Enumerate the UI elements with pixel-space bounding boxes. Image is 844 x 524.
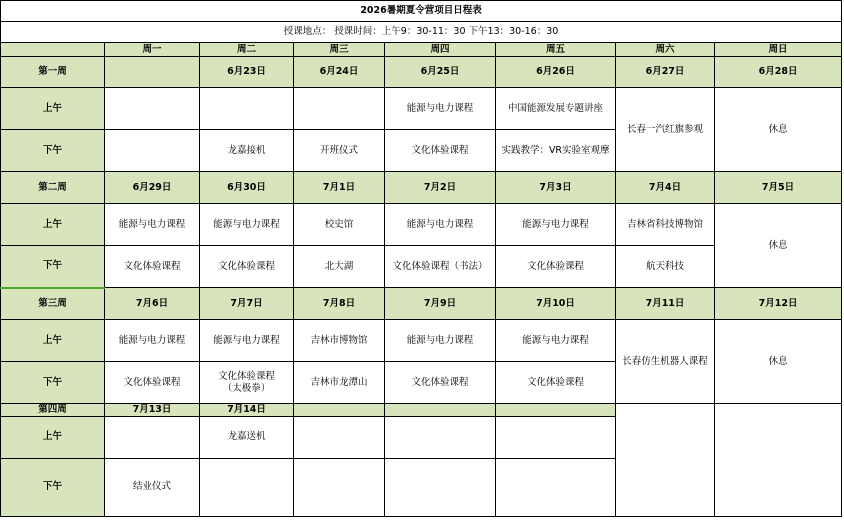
activity-cell — [385, 458, 496, 516]
pm-label: 下午 — [1, 458, 105, 516]
date-cell — [294, 404, 385, 417]
date-cell: 7月12日 — [715, 288, 842, 320]
am-label: 上午 — [1, 320, 105, 362]
week-label: 第三周 — [1, 288, 105, 320]
activity-cell: 长春仿生机器人课程 — [616, 320, 715, 404]
activity-cell: 休息 — [715, 320, 842, 404]
activity-cell: 实践教学：VR实验室观摩 — [496, 130, 616, 172]
activity-cell — [105, 88, 200, 130]
corner-cell — [1, 43, 105, 57]
date-cell: 6月28日 — [715, 57, 842, 88]
day-header: 周日 — [715, 43, 842, 57]
schedule-title: 2026暑期夏令营项目日程表 — [1, 1, 842, 22]
activity-cell — [496, 458, 616, 516]
date-cell: 7月9日 — [385, 288, 496, 320]
week-label: 第四周 — [1, 404, 105, 417]
date-cell: 7月7日 — [200, 288, 294, 320]
activity-cell — [294, 88, 385, 130]
week-label: 第二周 — [1, 172, 105, 204]
activity-cell: 吉林市博物馆 — [294, 320, 385, 362]
activity-cell: 能源与电力课程 — [385, 88, 496, 130]
date-cell — [385, 404, 496, 417]
date-cell: 7月5日 — [715, 172, 842, 204]
activity-cell: 开班仪式 — [294, 130, 385, 172]
activity-cell — [294, 458, 385, 516]
date-cell: 7月14日 — [200, 404, 294, 417]
activity-cell — [294, 416, 385, 458]
activity-cell: 吉林市龙潭山 — [294, 362, 385, 404]
activity-cell: 航天科技 — [616, 246, 715, 288]
activity-cell: 能源与电力课程 — [385, 204, 496, 246]
date-cell: 6月27日 — [616, 57, 715, 88]
activity-cell: 能源与电力课程 — [105, 320, 200, 362]
activity-cell: 休息 — [715, 204, 842, 288]
activity-cell: 文化体验课程 — [385, 362, 496, 404]
activity-cell: 文化体验课程 — [496, 246, 616, 288]
date-cell: 7月6日 — [105, 288, 200, 320]
activity-cell: 能源与电力课程 — [496, 320, 616, 362]
activity-cell: 休息 — [715, 88, 842, 172]
date-cell: 7月10日 — [496, 288, 616, 320]
date-cell: 7月8日 — [294, 288, 385, 320]
activity-cell: 北大湖 — [294, 246, 385, 288]
activity-cell: 结业仪式 — [105, 458, 200, 516]
day-header: 周一 — [105, 43, 200, 57]
pm-label: 下午 — [1, 246, 105, 288]
date-cell: 7月2日 — [385, 172, 496, 204]
activity-cell: 龙嘉接机 — [200, 130, 294, 172]
date-cell: 7月1日 — [294, 172, 385, 204]
date-cell: 7月11日 — [616, 288, 715, 320]
activity-cell: 吉林省科技博物馆 — [616, 204, 715, 246]
activity-cell: 能源与电力课程 — [385, 320, 496, 362]
am-label: 上午 — [1, 88, 105, 130]
schedule-info: 授课地点： 授课时间：上午9：30-11：30 下午13：30-16：30 — [1, 22, 842, 43]
date-cell: 6月26日 — [496, 57, 616, 88]
date-cell — [105, 57, 200, 88]
activity-cell: 中国能源发展专题讲座 — [496, 88, 616, 130]
activity-cell: 长春一汽红旗参观 — [616, 88, 715, 172]
day-header: 周六 — [616, 43, 715, 57]
date-cell: 6月24日 — [294, 57, 385, 88]
day-header: 周五 — [496, 43, 616, 57]
activity-cell: 能源与电力课程 — [496, 204, 616, 246]
day-header: 周四 — [385, 43, 496, 57]
empty-cell — [616, 404, 715, 517]
day-header: 周二 — [200, 43, 294, 57]
activity-cell: 文化体验课程 — [200, 246, 294, 288]
date-cell: 7月13日 — [105, 404, 200, 417]
pm-label: 下午 — [1, 362, 105, 404]
empty-cell — [715, 404, 842, 517]
activity-cell: 文化体验课程 — [385, 130, 496, 172]
date-cell: 6月23日 — [200, 57, 294, 88]
activity-cell — [105, 416, 200, 458]
activity-cell: 能源与电力课程 — [200, 320, 294, 362]
activity-cell — [200, 458, 294, 516]
date-cell: 6月25日 — [385, 57, 496, 88]
activity-cell: 文化体验课程 — [105, 246, 200, 288]
activity-cell — [200, 88, 294, 130]
activity-cell: 文化体验课程（书法） — [385, 246, 496, 288]
activity-cell: 文化体验课程 （太极拳） — [200, 362, 294, 404]
date-cell — [496, 404, 616, 417]
pm-label: 下午 — [1, 130, 105, 172]
week-label: 第一周 — [1, 57, 105, 88]
activity-cell — [385, 416, 496, 458]
date-cell: 6月30日 — [200, 172, 294, 204]
activity-cell — [105, 130, 200, 172]
day-header: 周三 — [294, 43, 385, 57]
activity-cell: 文化体验课程 — [105, 362, 200, 404]
date-cell: 7月4日 — [616, 172, 715, 204]
date-cell: 6月29日 — [105, 172, 200, 204]
am-label: 上午 — [1, 416, 105, 458]
activity-cell: 校史馆 — [294, 204, 385, 246]
am-label: 上午 — [1, 204, 105, 246]
activity-cell: 文化体验课程 — [496, 362, 616, 404]
activity-cell — [496, 416, 616, 458]
activity-cell: 能源与电力课程 — [105, 204, 200, 246]
date-cell: 7月3日 — [496, 172, 616, 204]
activity-cell: 龙嘉送机 — [200, 416, 294, 458]
activity-cell: 能源与电力课程 — [200, 204, 294, 246]
